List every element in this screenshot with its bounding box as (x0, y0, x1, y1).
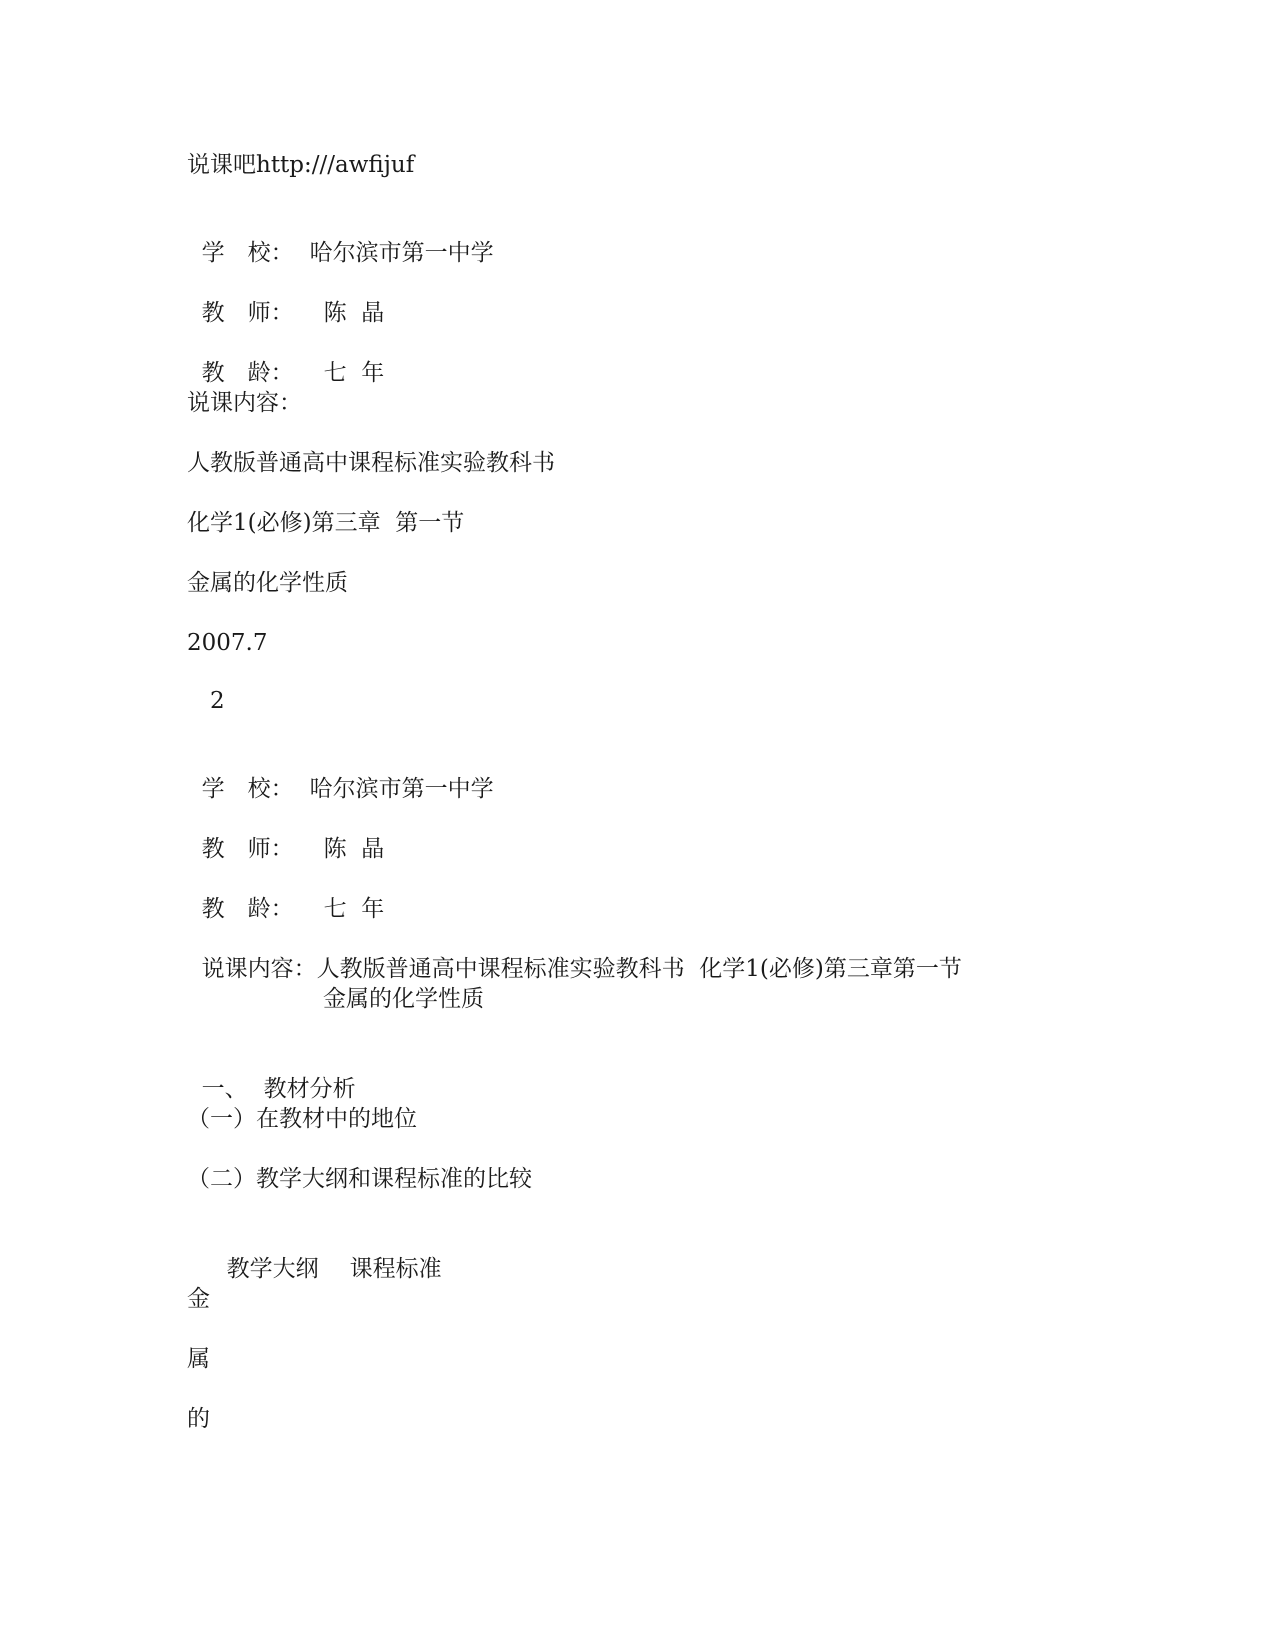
years-row (187, 328, 384, 388)
years-row-2 (187, 864, 384, 924)
header-syllabus: 教学大纲 (226, 1256, 319, 1282)
section-title: 教材分析 (263, 1076, 356, 1102)
comparison-header-row (212, 1224, 442, 1284)
section-number: 一、 (201, 1076, 248, 1102)
page-number: 2 (210, 688, 225, 714)
school-row (187, 208, 494, 268)
years-label: 教 龄： (201, 896, 294, 922)
teacher-value: 陈 晶 (323, 836, 385, 862)
textbook-line: 人教版普通高中课程标准实验教科书 (187, 450, 555, 476)
content-row-2 (187, 924, 962, 984)
teacher-row (187, 268, 384, 328)
vertical-char: 金 (187, 1286, 210, 1312)
school-value: 哈尔滨市第一中学 (309, 776, 494, 802)
topic-line: 金属的化学性质 (187, 570, 348, 596)
date-line: 2007.7 (187, 630, 268, 656)
vertical-char: 的 (187, 1406, 210, 1432)
school-label: 学 校： (201, 776, 294, 802)
school-label: 学 校： (201, 240, 294, 266)
years-value: 七 年 (323, 360, 385, 386)
section-heading (187, 1044, 356, 1104)
subsection-comparison: （二）教学大纲和课程标准的比较 (187, 1166, 532, 1192)
content-label: 说课内容： (187, 390, 302, 416)
content-value: 人教版普通高中课程标准实验教科书 化学1(必修)第三章第一节 (316, 956, 962, 982)
topic-line-2: 金属的化学性质 (323, 986, 484, 1012)
subsection-position: （一）在教材中的地位 (187, 1106, 417, 1132)
years-value: 七 年 (323, 896, 385, 922)
teacher-value: 陈 晶 (323, 300, 385, 326)
header-line: 说课吧http:///awfijuf (187, 152, 415, 178)
years-label: 教 龄： (201, 360, 294, 386)
teacher-label: 教 师： (201, 300, 294, 326)
teacher-label: 教 师： (201, 836, 294, 862)
content-label: 说课内容： (201, 956, 317, 982)
chapter-line: 化学1(必修)第三章 第一节 (187, 510, 465, 536)
school-row-2 (187, 744, 494, 804)
school-value: 哈尔滨市第一中学 (309, 240, 494, 266)
header-standard: 课程标准 (349, 1256, 442, 1282)
teacher-row-2 (187, 804, 384, 864)
vertical-char: 属 (187, 1346, 210, 1372)
